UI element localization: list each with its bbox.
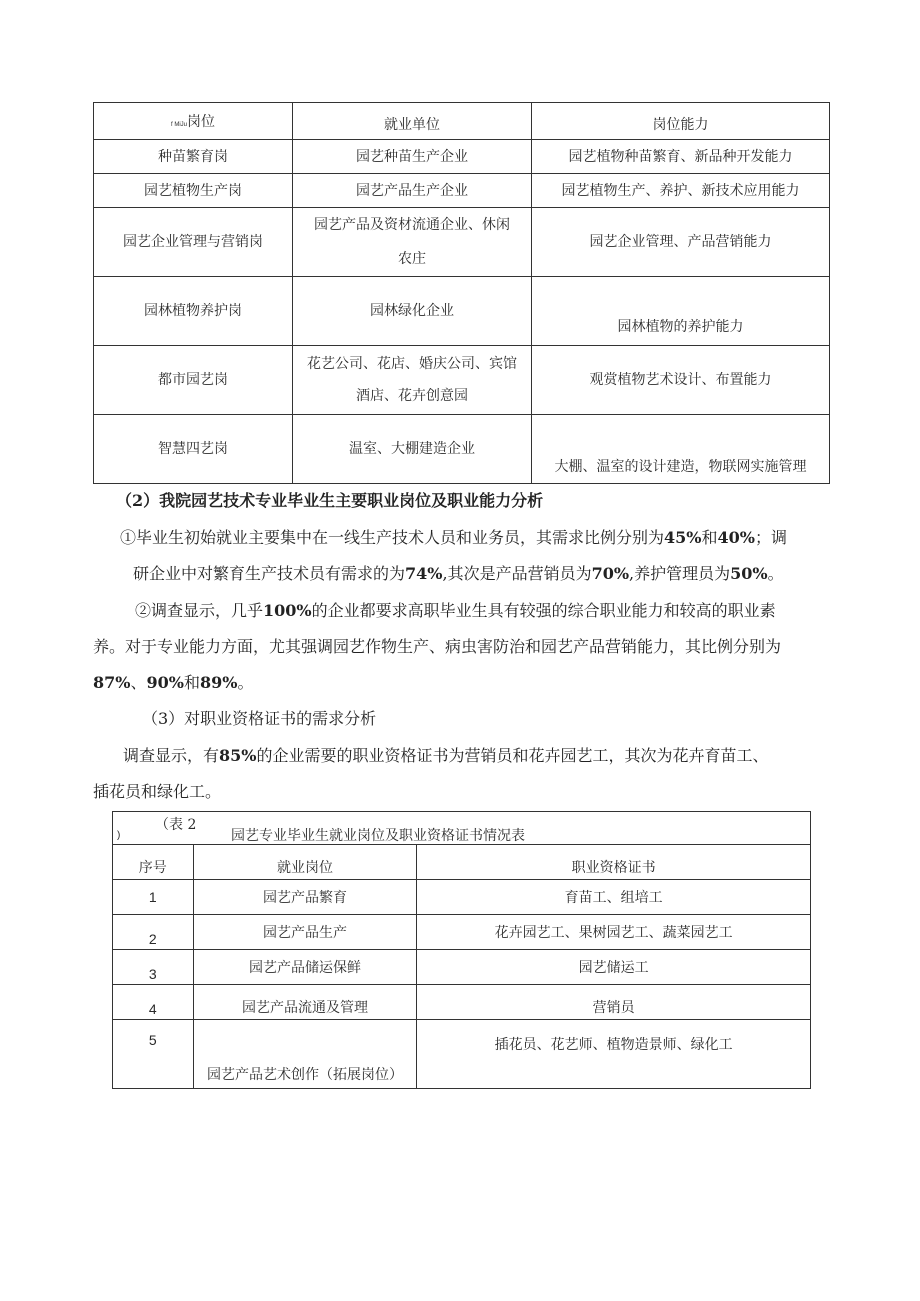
unit-line: 农庄 <box>398 251 426 267</box>
table-header-row <box>94 103 830 140</box>
section2-paragraph1-line1 <box>120 527 787 549</box>
percent-value: 45% <box>664 528 702 547</box>
header-post-label: 岗位 <box>187 114 215 130</box>
percent-value: 89% <box>199 673 238 692</box>
percent-value: 87% <box>93 673 131 692</box>
section2-paragraph2-line1 <box>135 600 776 622</box>
unit-cell: 园艺产品生产企业 <box>293 174 532 208</box>
section3-paragraph-line1 <box>123 745 769 767</box>
caption-label: （表 2 <box>155 817 197 833</box>
cert-cell: 花卉园艺工、果树园艺工、蔬菜园艺工 <box>417 915 811 950</box>
table-row <box>113 985 811 1020</box>
post-cell: 园艺产品储运保鲜 <box>193 950 417 985</box>
post-cell: 园艺产品生产 <box>193 915 417 950</box>
post-cell: 园艺产品流通及管理 <box>193 985 417 1020</box>
unit-cell: 温室、大棚建造企业 <box>293 415 532 484</box>
text-run: 。 <box>237 673 254 692</box>
unit-cell <box>293 208 532 277</box>
section3-paragraph-line2 <box>93 781 221 803</box>
no-cell: 4 <box>113 985 194 1020</box>
post-cell: 园艺企业管理与营销岗 <box>94 208 293 277</box>
post-cell: 园艺植物生产岗 <box>94 174 293 208</box>
text-run: 调查显示，有 <box>123 746 220 765</box>
post-cell: 园艺产品艺术创作（拓展岗位） <box>193 1020 417 1089</box>
ability-cell: 园林植物的养护能力 <box>532 277 830 346</box>
table-row <box>113 1020 811 1089</box>
certificate-table <box>112 811 811 1089</box>
section2-paragraph2-line2 <box>93 636 781 658</box>
cert-cell: 育苗工、组培工 <box>417 880 811 915</box>
no-cell: 1 <box>113 880 194 915</box>
percent-value: 74% <box>405 564 443 583</box>
section3-heading-text: （3）对职业资格证书的需求分析 <box>142 709 377 728</box>
text-run: 插花员和绿化工。 <box>93 782 222 801</box>
no-cell: 2 <box>113 915 194 950</box>
text-run: 和 <box>183 673 200 692</box>
table-row <box>113 950 811 985</box>
unit-line: 花艺公司、花店、婚庆公司、宾馆 <box>307 356 517 372</box>
percent-value: 70% <box>591 564 630 583</box>
cert-cell: 插花员、花艺师、植物造景师、绿化工 <box>417 1020 811 1089</box>
post-cell: 种苗繁育岗 <box>94 140 293 174</box>
cert-cell: 营销员 <box>417 985 811 1020</box>
no-cell: 5 <box>113 1020 194 1089</box>
header-post <box>94 103 293 140</box>
ability-cell: 园艺植物种苗繁育、新品种开发能力 <box>532 140 830 174</box>
text-run: 的企业需要的职业资格证书为营销员和花卉园艺工，其次为花卉育苗工、 <box>256 746 769 765</box>
ability-cell: 园艺植物生产、养护、新技术应用能力 <box>532 174 830 208</box>
section2-heading <box>116 490 543 512</box>
table-row <box>94 174 830 208</box>
header-no: 序号 <box>113 845 194 880</box>
header-tiny-text: f MiJu <box>170 122 187 128</box>
unit-cell: 园林绿化企业 <box>293 277 532 346</box>
text-run: 、 <box>130 673 147 692</box>
table-caption-row <box>113 812 811 845</box>
table-row <box>113 880 811 915</box>
ability-cell: 园艺企业管理、产品营销能力 <box>532 208 830 277</box>
text-run: 和 <box>701 528 718 547</box>
text-run: 。 <box>767 564 784 583</box>
text-run: ①毕业生初始就业主要集中在一线生产技术人员和业务员，其需求比例分别为 <box>120 528 665 547</box>
ability-cell: 观赏植物艺术设计、布置能力 <box>532 346 830 415</box>
table-row <box>94 346 830 415</box>
caption-title: 园艺专业毕业生就业岗位及职业资格证书情况表 <box>231 828 525 844</box>
table-row <box>94 277 830 346</box>
table-row <box>94 140 830 174</box>
text-run: 研企业中对繁育生产技术员有需求的为 <box>133 564 406 583</box>
cert-cell: 园艺储运工 <box>417 950 811 985</box>
section2-heading-text: （2）我院园艺技术专业毕业生主要职业岗位及职业能力分析 <box>116 491 544 510</box>
table-row <box>94 415 830 484</box>
text-run: 养。对于专业能力方面，尤其强调园艺作物生产、病虫害防治和园艺产品营销能力，其比例分别为 <box>93 637 782 656</box>
section2-paragraph1-line2 <box>133 563 784 585</box>
table-row <box>94 208 830 277</box>
post-cell: 都市园艺岗 <box>94 346 293 415</box>
table-row <box>113 915 811 950</box>
header-post: 就业岗位 <box>193 845 417 880</box>
post-cell: 园艺产品繁育 <box>193 880 417 915</box>
unit-cell <box>293 346 532 415</box>
section2-paragraph2-line3 <box>93 672 253 694</box>
text-run: ；调 <box>754 528 787 547</box>
unit-line: 园艺产品及资材流通企业、休闲 <box>314 217 510 233</box>
caption-paren: ) <box>117 830 121 841</box>
text-run: ,养护管理员为 <box>629 564 731 583</box>
job-ability-table <box>93 102 830 484</box>
text-run: ,其次是产品营销员为 <box>442 564 592 583</box>
unit-cell: 园艺种苗生产企业 <box>293 140 532 174</box>
header-unit: 就业单位 <box>293 103 532 140</box>
no-cell: 3 <box>113 950 194 985</box>
table-header-row <box>113 845 811 880</box>
header-ability: 岗位能力 <box>532 103 830 140</box>
percent-value: 50% <box>730 564 768 583</box>
ability-cell: 大棚、温室的设计建造，物联网实施管理 <box>532 415 830 484</box>
unit-line: 酒店、花卉创意园 <box>356 388 468 404</box>
section3-heading <box>142 708 376 730</box>
text-run: ②调查显示，几乎 <box>135 601 264 620</box>
percent-value: 85% <box>219 746 257 765</box>
header-cert: 职业资格证书 <box>417 845 811 880</box>
table-caption-cell <box>113 812 811 845</box>
post-cell: 智慧四艺岗 <box>94 415 293 484</box>
percent-value: 90% <box>146 673 184 692</box>
text-run: 的企业都要求高职毕业生具有较强的综合职业能力和较高的职业素 <box>311 601 776 620</box>
percent-value: 100% <box>263 601 312 620</box>
percent-value: 40% <box>717 528 755 547</box>
post-cell: 园林植物养护岗 <box>94 277 293 346</box>
